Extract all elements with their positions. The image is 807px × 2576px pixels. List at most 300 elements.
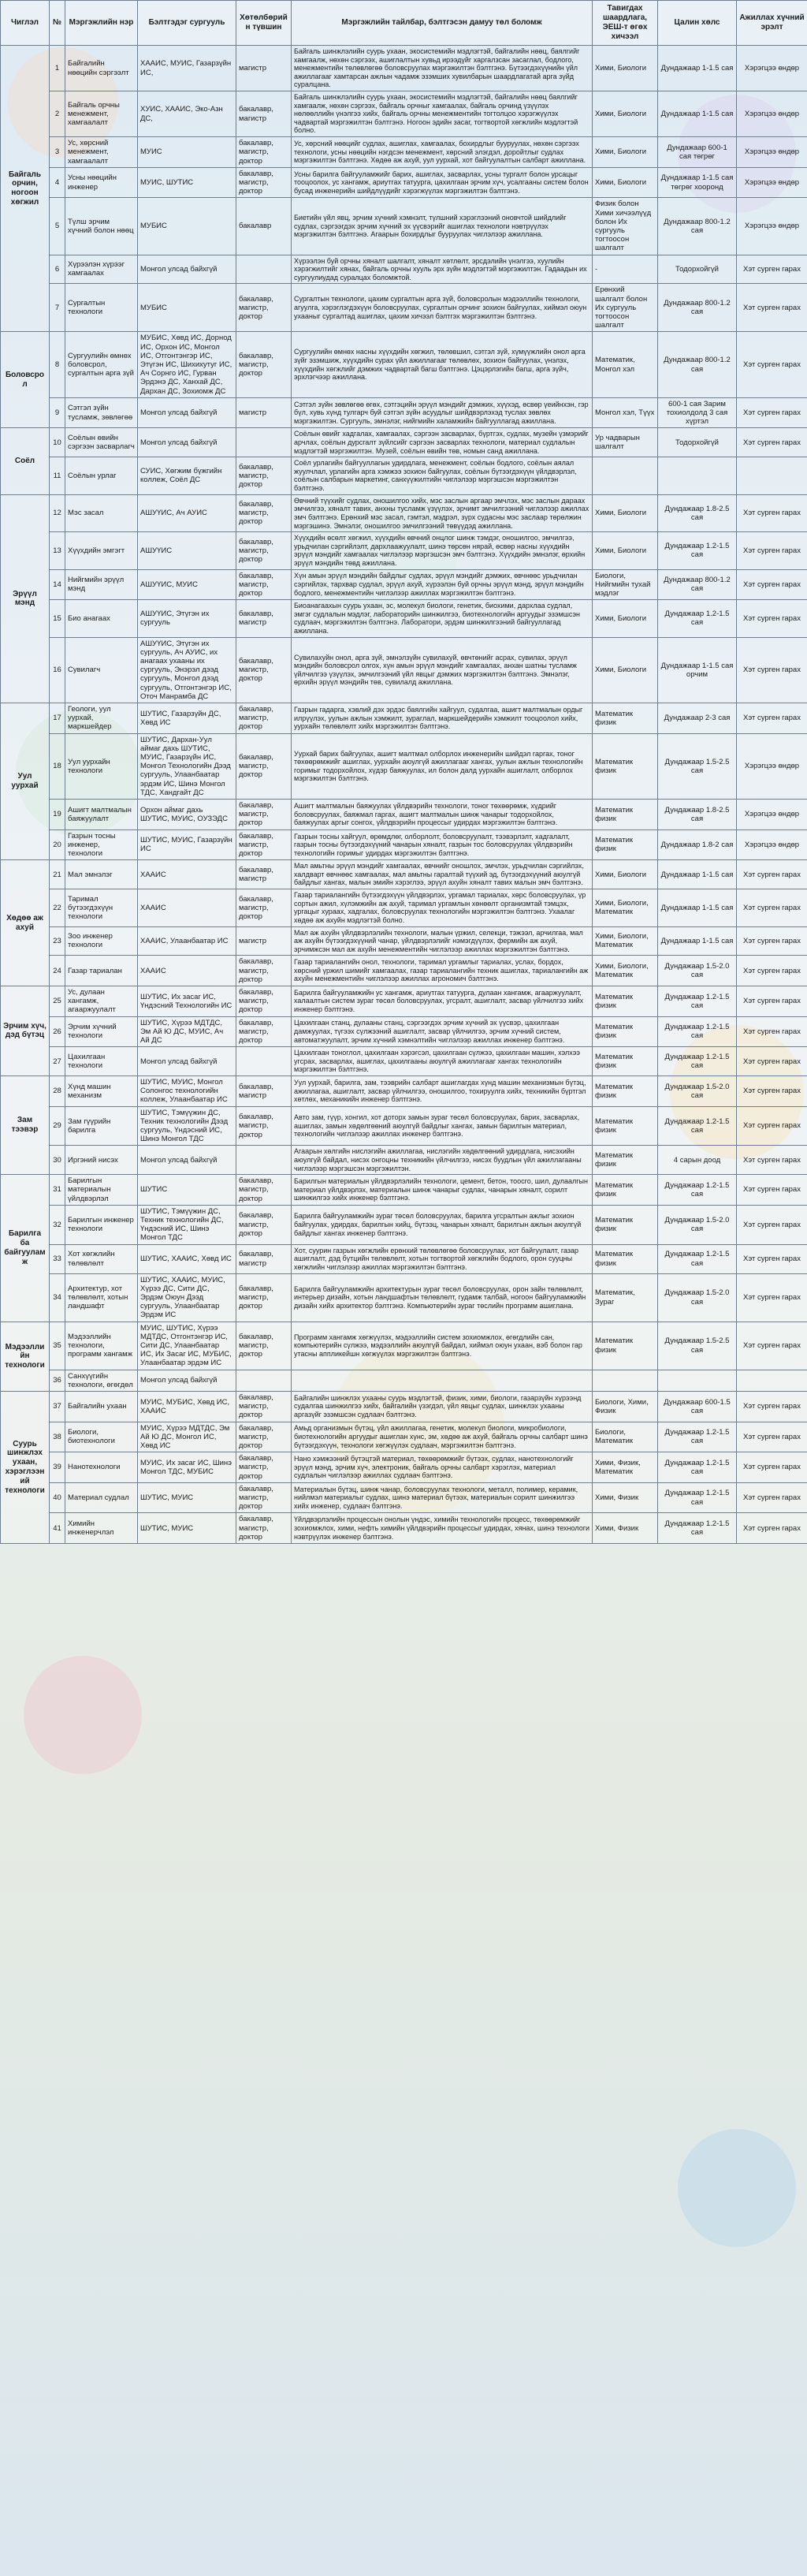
header-number: № bbox=[50, 1, 65, 46]
description-cell: Нано хэмжээний бүтэцтэй материал, төхөөрөмжийг бүтээх, судлах, нанотехнологийг эрүүл мэнд, эрчим хүч, электроник, байгаль орчны салбарт хэрэглэх, материал судлалын чиглэлээр ажиллах судлаач бэлтгэнэ. bbox=[292, 1452, 593, 1483]
description-cell: Уул уурхай, барилга, зам, тээврийн салбарт ашиглагдах хүнд машин механизмын бүтэц, ажиллагаа, ашиглалт, засвар үйлчилгээ, оношилгоо, тохируулга хийх, техникийн бүртгэл хөтлөх, механикийн инженер бэлтгэнэ. bbox=[292, 1076, 593, 1107]
requirements-cell: Математик физик bbox=[593, 829, 658, 860]
requirements-cell: Математик физик bbox=[593, 1175, 658, 1206]
table-row bbox=[1, 986, 807, 1016]
row-number: 4 bbox=[50, 167, 65, 198]
table-row bbox=[1, 494, 807, 531]
schools-cell: ШУТИС, Тэмүүжин ДС, Техник технологийн ДС, Үндэсний ИС, Шинэ Монгол ТДС bbox=[138, 1205, 236, 1244]
table-row bbox=[1, 46, 807, 91]
table-row bbox=[1, 457, 807, 494]
level-cell: бакалавр, магистр, доктор bbox=[236, 1106, 292, 1146]
schools-cell: АШУҮИС, Этүгэн их сургууль, Ач АУИС, их анагаах ухааны их сургууль, Энэрэл дээд сургууль, Монгол дээд сургууль, Отгонтэнгэр ИС, Оточ Манрамба ДС bbox=[138, 637, 236, 703]
row-number: 22 bbox=[50, 889, 65, 926]
row-number: 9 bbox=[50, 397, 65, 428]
salary-cell: Дундажаар 1.8-2.5 сая bbox=[658, 494, 737, 531]
level-cell: бакалавр, магистр, доктор bbox=[236, 1016, 292, 1047]
level-cell: бакалавр, магистр, доктор bbox=[236, 569, 292, 600]
level-cell: бакалавр, магистр, доктор bbox=[236, 1452, 292, 1483]
profession-name: Газрын тосны инженер, технологи bbox=[65, 829, 138, 860]
requirements-cell: Хими, Биологи bbox=[593, 494, 658, 531]
profession-name: Биологи, биотехнологи bbox=[65, 1422, 138, 1452]
profession-name: Ашигт малтмалын баяжуулалт bbox=[65, 800, 138, 830]
row-number: 26 bbox=[50, 1016, 65, 1047]
schools-cell: МУИС, ШУТИС bbox=[138, 167, 236, 198]
table-row bbox=[1, 255, 807, 284]
requirements-cell: Математик физик bbox=[593, 1106, 658, 1146]
description-cell: Барилга байгууламжийн архитектурын зураг төсөл боловсруулах, орон зайн төлөвлөлт, интерьер дизайн, хотын ландшафтын төлөвлөлт, гудамж талбай, ногоон байгууламжийн дизайн хийх архитектор бэлтгэнэ. Компьютерийн зураг төслийн программ ашиглана. bbox=[292, 1273, 593, 1322]
level-cell: бакалавр, магистр, доктор bbox=[236, 986, 292, 1016]
level-cell: бакалавр, магистр, доктор bbox=[236, 137, 292, 168]
profession-name: Мэс засал bbox=[65, 494, 138, 531]
description-cell: Биетийн үйл явц, эрчим хүчний хэмнэлт, түлшний хэрэглээний оновчтой шийдлийг судлах, сэргээгдэх эрчим хүчний эх үүсвэрийг ашиглах технологи нэвтрүүлэх мэргэжилтэн бэлтгэнэ. Агаарын бохирдлыг бууруулах чиглэлээр ажиллана. bbox=[292, 198, 593, 255]
description-cell: Үйлдвэрлэлийн процессын онолын үндэс, химийн технологийн процесс, төхөөрөмжийг зохиомжлох, хими, нефть химийн үйлдвэрийн процессыг удирдах, хянах, шинэ технологи нэвтрүүлэх инженер бэлтгэнэ. bbox=[292, 1513, 593, 1544]
level-cell: бакалавр, магистр, доктор bbox=[236, 733, 292, 799]
direction-cell: Барилга ба байгууламж bbox=[1, 1175, 50, 1322]
schools-cell: Орхон аймаг дахь ШУТИС, МУИС, ОУЗЭДС bbox=[138, 800, 236, 830]
salary-cell: Дундажаар 1.5-2.0 сая bbox=[658, 1273, 737, 1322]
salary-cell bbox=[658, 457, 737, 494]
level-cell: бакалавр, магистр, доктор bbox=[236, 1322, 292, 1370]
salary-cell: Дундажаар 1-1.5 сая bbox=[658, 46, 737, 91]
salary-cell: Дундажаар 1.2-1.5 сая bbox=[658, 532, 737, 569]
table-row bbox=[1, 1273, 807, 1322]
description-cell: Газрын гадарга, хэвлий дэх эрдэс баялгийн хайгуул, судалгаа, ашигт малтмалын ордыг илрүүлэх, уулын ажлын хэмжилт, зураглал, маркшейдерийн хэмжилт тооцоолол хийх, уурхайн төлөвлөлт хийх мэргэжилтэн бэлтгэнэ. bbox=[292, 703, 593, 734]
profession-name: Соёлын урлаг bbox=[65, 457, 138, 494]
direction-cell: Эрүүл мэнд bbox=[1, 494, 50, 703]
requirements-cell: Хими, Биологи bbox=[593, 532, 658, 569]
table-row bbox=[1, 1076, 807, 1107]
description-cell: Соёлын өвийг хадгалах, хамгаалах, сэргээн засварлах, бүртгэх, судлах, музейн үзмэрийг арчлах, соёлын дурсгалт зүйлсийг сэргээн засварлах технологи, материал судлалын мэдлэгтэй мэргэжилтэн. Музей, соёлын өвийн төв, номын санд ажиллана. bbox=[292, 428, 593, 457]
requirements-cell: Хими, Биологи, Математик bbox=[593, 926, 658, 956]
row-number: 19 bbox=[50, 800, 65, 830]
direction-cell: Эрчим хүч, дэд бүтэц bbox=[1, 986, 50, 1076]
schools-cell: АШУҮИС, МУИС bbox=[138, 569, 236, 600]
profession-name: Нанотехнологи bbox=[65, 1452, 138, 1483]
table-row bbox=[1, 1175, 807, 1206]
description-cell: Соёл урлагийн байгууллагын удирдлага, менежмент, соёлын бодлого, соёлын аялал жуулчлал, урлагийн арга хэмжээ зохион байгуулах, соёлын бүтээгдэхүүн үйлдвэрлэл, соёлын салбарын маркетинг, санхүүжилтийн чиглэлээр мэргэшсэн мэргэжилтэн бэлтгэнэ. bbox=[292, 457, 593, 494]
level-cell: бакалавр, магистр, доктор bbox=[236, 800, 292, 830]
salary-cell: Дундажаар 1.5-2.0 сая bbox=[658, 1076, 737, 1107]
row-number: 28 bbox=[50, 1076, 65, 1107]
table-row bbox=[1, 703, 807, 734]
header-schools: Бэлтгэдэг сургууль bbox=[138, 1, 236, 46]
profession-name: Химийн инженерчлэл bbox=[65, 1513, 138, 1544]
level-cell: бакалавр, магистр, доктор bbox=[236, 1175, 292, 1206]
level-cell bbox=[236, 428, 292, 457]
salary-cell: Дундажаар 1-1.5 сая bbox=[658, 926, 737, 956]
row-number: 17 bbox=[50, 703, 65, 734]
demand-cell: Хэт сурген гарах bbox=[737, 600, 807, 637]
level-cell: бакалавр, магистр, доктор bbox=[236, 1482, 292, 1513]
description-cell: Амьд организмын бүтэц, үйл ажиллагаа, генетик, молекул биологи, микробиологи, биотехнологийн аргуудыг ашиглан хүнс, эм, хөдөө аж ахуй, байгаль орчны салбарт шинэ бүтээгдэхүүн, технологи хөгжүүлэх судлаач, мэргэжилтэн бэлтгэнэ. bbox=[292, 1422, 593, 1452]
schools-cell: ШУТИС, ХААИС, МУИС, Хүрээ ДС, Сити ДС, Эрдэм Оюун Дээд сургууль, Улаанбаатар Эрдэм ИС bbox=[138, 1273, 236, 1322]
schools-cell: МУИС, Их засаг ИС, Шинэ Монгол ТДС, МУБИС bbox=[138, 1452, 236, 1483]
row-number: 16 bbox=[50, 637, 65, 703]
row-number: 38 bbox=[50, 1422, 65, 1452]
profession-name: Нийгмийн эрүүл мэнд bbox=[65, 569, 138, 600]
demand-cell: Хэрэгцээ өндөр bbox=[737, 46, 807, 91]
requirements-cell: Хими, Биологи, Математик bbox=[593, 889, 658, 926]
level-cell bbox=[236, 1370, 292, 1391]
level-cell: магистр bbox=[236, 46, 292, 91]
row-number: 15 bbox=[50, 600, 65, 637]
profession-name: Санхүүгийн технологи, өгөгдөл bbox=[65, 1370, 138, 1391]
requirements-cell: Математик, Зураг bbox=[593, 1273, 658, 1322]
row-number: 10 bbox=[50, 428, 65, 457]
row-number: 40 bbox=[50, 1482, 65, 1513]
level-cell: бакалавр, магистр, доктор bbox=[236, 332, 292, 397]
description-cell: Хүүхдийн өсөлт хөгжил, хүүхдийн өвчний онцлог шинж тэмдэг, оношилгоо, эмчилгээ, урьдчилан сэргийлэлт, дархлаажуулалт, шинэ төрсөн нярай, өсвөр насны хүүхдийн эрүүл мэндийг хамгаалах чиглэлээр мэргэшсэн эмч бэлтгэнэ. Хүүхдийн эмнэлэг, өрхийн эрүүл мэндийн төвд ажиллана. bbox=[292, 532, 593, 569]
salary-cell: 4 сарын доод bbox=[658, 1146, 737, 1175]
row-number: 12 bbox=[50, 494, 65, 531]
direction-cell: Суурь шинжлэх ухаан, хэрэглээний технологи bbox=[1, 1391, 50, 1543]
salary-cell: Дундажаар 1-1.5 сая bbox=[658, 860, 737, 889]
description-cell: Хүрээлэн буй орчны хяналт шалгалт, хяналт хөтлөлт, эрсдэлийн үнэлгээ, хуулийн хэрэгжилтийг хянах, байгаль орчны хууль эрх зүйн мэдлэгтэй мэргэжилтэн. Гадаадын их сургуулиудад суралцах боломжтой. bbox=[292, 255, 593, 284]
salary-cell: Дундажаар 600-1.5 сая bbox=[658, 1391, 737, 1422]
profession-name: Хүрээлэн хүрээг хамгаалах bbox=[65, 255, 138, 284]
demand-cell: Хэт сурген гарах bbox=[737, 1047, 807, 1076]
salary-cell: Дундажаар 1-1.5 сая bbox=[658, 91, 737, 137]
profession-name: Барилгын материалын үйлдвэрлэл bbox=[65, 1175, 138, 1206]
level-cell: бакалавр, магистр, доктор bbox=[236, 889, 292, 926]
description-cell bbox=[292, 1370, 593, 1391]
requirements-cell: Хими, Биологи bbox=[593, 637, 658, 703]
profession-name: Сувилагч bbox=[65, 637, 138, 703]
table-row bbox=[1, 91, 807, 137]
profession-name: Байгалийн нөөцийн сэргээлт bbox=[65, 46, 138, 91]
direction-cell: Зам тээвэр bbox=[1, 1076, 50, 1175]
demand-cell: Хэт сурген гарах bbox=[737, 703, 807, 734]
table-row bbox=[1, 1047, 807, 1076]
demand-cell: Хэт сурген гарах bbox=[737, 332, 807, 397]
table-row bbox=[1, 428, 807, 457]
salary-cell: Дундажаар 1.2-1.5 сая bbox=[658, 1422, 737, 1452]
schools-cell: ХУИС, ХААИС, Эко-Азн ДС, bbox=[138, 91, 236, 137]
row-number: 20 bbox=[50, 829, 65, 860]
salary-cell: Дундажаар 600-1 сая төгрөг bbox=[658, 137, 737, 168]
row-number: 25 bbox=[50, 986, 65, 1016]
demand-cell bbox=[737, 457, 807, 494]
requirements-cell: Хими, Биологи, Математик bbox=[593, 956, 658, 986]
table-row bbox=[1, 860, 807, 889]
table-row bbox=[1, 569, 807, 600]
salary-cell: Дундажаар 1-1.5 сая орчим bbox=[658, 637, 737, 703]
description-cell: Барилга байгууламжийн ус хангамж, ариутгах татуурга, дулаан хангамж, агааржуулалт, халаалтын систем зураг төсөл боловсруулах, угсралт, ашиглалт, засвар үйлчилгээ хийх инженер бэлтгэнэ. bbox=[292, 986, 593, 1016]
schools-cell: Монгол улсад байхгүй bbox=[138, 1047, 236, 1076]
table-row bbox=[1, 1106, 807, 1146]
description-cell: Сувилахуйн онол, арга зүй, эмнэлзүйн сувилахуй, өвчтөнийг асрах, сувилах, эрүүл мэндийн боловсрол олгох, хүн амын эрүүл мэндийг хамгаалах, анхан шатны тусламж үйлчилгээ үзүүлэх, эмчилгээний үйл явцыг дэмжих мэргэжилтэн бэлтгэнэ. Эмнэлэг, өрхийн эрүүл мэндийн төв, сувилалд ажиллана. bbox=[292, 637, 593, 703]
salary-cell: Дундажаар 800-1.2 сая bbox=[658, 332, 737, 397]
profession-name: Зоо инженер технологи bbox=[65, 926, 138, 956]
schools-cell: МУБИС bbox=[138, 198, 236, 255]
profession-name: Мэдээллийн технологи, программ хангамж bbox=[65, 1322, 138, 1370]
requirements-cell: Математик физик bbox=[593, 703, 658, 734]
header-requirements: Тавигдах шаардлага, ЭЕШ-т өгөх хичээл bbox=[593, 1, 658, 46]
demand-cell: Хэт сурген гарах bbox=[737, 1391, 807, 1422]
description-cell: Агаарын хөлгийн нислэгийн ажиллагаа, нислэгийн хөдөлгөөний удирдлага, нисэхийн аюулгүй байдал, нисэх онгоцны техникийн үйлчилгээ, нисэх буудлын үйл ажиллагааны чиглэлээр мэргэшсэн мэргэжилтэн. bbox=[292, 1146, 593, 1175]
requirements-cell: Математик физик bbox=[593, 1205, 658, 1244]
requirements-cell: Биологи, Нийгмийн тухай мэдлэг bbox=[593, 569, 658, 600]
direction-cell: Мэдээллийн технологи bbox=[1, 1322, 50, 1391]
level-cell: бакалавр, магистр bbox=[236, 91, 292, 137]
description-cell: Сэтгэл зүйн зөвлөгөө өгөх, сэтгэцийн эрүүл мэндийг дэмжих, хүүхэд, өсвөр үеийнхэн, гэр бүл, хувь хүнд тулгарч буй сэтгэл зүйн асуудлыг шийдвэрлэхэд туслах зөвлөх мэргэжилтэн. Сургууль, эмнэлэг, нийгмийн халамжийн байгууллагад ажиллана. bbox=[292, 397, 593, 428]
profession-name: Цахилгаан технологи bbox=[65, 1047, 138, 1076]
table-header-row bbox=[1, 1, 807, 46]
table-row bbox=[1, 198, 807, 255]
salary-cell: Дундажаар 1.2-1.5 сая bbox=[658, 1175, 737, 1206]
profession-name: Таримал бүтээгдэхүүн технологи bbox=[65, 889, 138, 926]
demand-cell: Хэт сурген гарах bbox=[737, 1016, 807, 1047]
row-number: 32 bbox=[50, 1205, 65, 1244]
salary-cell: Дундажаар 1.8-2 сая bbox=[658, 829, 737, 860]
level-cell bbox=[236, 255, 292, 284]
requirements-cell: Математик физик bbox=[593, 1244, 658, 1273]
demand-cell: Хэт сурген гарах bbox=[737, 1244, 807, 1273]
salary-cell: Дундажаар 1.8-2.5 сая bbox=[658, 800, 737, 830]
table-body bbox=[1, 46, 807, 1544]
table-row bbox=[1, 956, 807, 986]
demand-cell: Хэт сурген гарах bbox=[737, 397, 807, 428]
description-cell: Барилга байгууламжийн зураг төсөл боловсруулах, барилга угсралтын ажлыг зохион байгуулах, удирдах, барилгын хийц, бүтээц, чанарын хяналт, барилгын ажлын аюулгүй байдлыг хангах инженер бэлтгэнэ. bbox=[292, 1205, 593, 1244]
schools-cell: ШУТИС, МУИС bbox=[138, 1482, 236, 1513]
schools-cell: АШУҮИС, Этүгэн их сургууль bbox=[138, 600, 236, 637]
requirements-cell: Математик физик bbox=[593, 1076, 658, 1107]
description-cell: Материалын бүтэц, шинж чанар, боловсруулах технологи, металл, полимер, керамик, нийлмэл материалыг судлах, шинэ материал бүтээх, материалын сорилт шинжилгээ хийх инженер, судлаач бэлтгэнэ. bbox=[292, 1482, 593, 1513]
demand-cell: Хэт сурген гарах bbox=[737, 1273, 807, 1322]
level-cell: бакалавр, магистр, доктор bbox=[236, 637, 292, 703]
demand-cell: Хэт сурген гарах bbox=[737, 255, 807, 284]
description-cell: Хүн амын эрүүл мэндийн байдлыг судлах, эрүүл мэндийг дэмжих, өвчнөөс урьдчилан сэргийлэх, тархвар судлал, эрүүл ахуй, хүрээлэн буй орчны эрүүл мэнд, эрүүл мэндийн бодлого, менежментийн чиглэлээр ажиллах мэргэжилтэн бэлтгэнэ. bbox=[292, 569, 593, 600]
description-cell: Газар тариалангийн онол, технологи, таримал ургамлыг тариалах, услах, бордох, хөрсний үржил шимийг хамгаалах, газар тариалангийн техник ашиглах, тариалангийн аж ахуйн менежментийн чиглэлээр ажиллах агрономич бэлтгэнэ. bbox=[292, 956, 593, 986]
direction-cell: Соёл bbox=[1, 428, 50, 494]
requirements-cell: Математик физик bbox=[593, 986, 658, 1016]
level-cell: бакалавр bbox=[236, 198, 292, 255]
table-row bbox=[1, 800, 807, 830]
demand-cell bbox=[737, 1370, 807, 1391]
salary-cell: Дундажаар 2-3 сая bbox=[658, 703, 737, 734]
salary-cell: Дундажаар 1-1.5 сая bbox=[658, 889, 737, 926]
schools-cell: ШУТИС bbox=[138, 1175, 236, 1206]
row-number: 30 bbox=[50, 1146, 65, 1175]
salary-cell: 600-1 сая Зарим тохиолдолд 3 сая хүртэл bbox=[658, 397, 737, 428]
table-row bbox=[1, 137, 807, 168]
level-cell: бакалавр, магистр, доктор bbox=[236, 167, 292, 198]
description-cell: Газар тариалангийн бүтээгдэхүүн үйлдвэрлэх, ургамал тариалах, хөрс боловсруулах, үр сортын ажил, хүлэмжийн аж ахуй, таримал ургамлын хөнөөлт организмтай тэмцэх, ургацыг хураах, хадгалах, боловсруулах технологийн мэргэжилтэн бэлтгэнэ. Ухаалаг хөдөө аж ахуйн мэдлэгтэй болно. bbox=[292, 889, 593, 926]
description-cell: Уурхай барих байгуулах, ашигт малтмал олборлох инженерийн шийдэл гаргах, тоног төхөөрөмжийг ашиглах, уурхайн аюулгүй ажиллагааг хангах, уулын ажлын технологийн горимыг тодорхойлох, хүдэр баяжуулах, ил болон далд уурхайн ашиглалт, олборлох мэргэжилтэн бэлтгэнэ. bbox=[292, 733, 593, 799]
row-number: 23 bbox=[50, 926, 65, 956]
row-number: 41 bbox=[50, 1513, 65, 1544]
profession-name: Хот хөгжлийн төлөвлөлт bbox=[65, 1244, 138, 1273]
demand-cell: Хэт сурген гарах bbox=[737, 569, 807, 600]
requirements-cell: Ерөнхий шалгалт болон Их сургууль тогтоосон шалгалт bbox=[593, 284, 658, 332]
demand-cell: Хэт сурген гарах bbox=[737, 284, 807, 332]
schools-cell: Монгол улсад байхгүй bbox=[138, 397, 236, 428]
table-row bbox=[1, 1391, 807, 1422]
table-row bbox=[1, 1322, 807, 1370]
schools-cell: МУБИС bbox=[138, 284, 236, 332]
profession-name: Байгаль орчны менежмент, хамгаалалт bbox=[65, 91, 138, 137]
level-cell: бакалавр, магистр bbox=[236, 860, 292, 889]
salary-cell: Дундажаар 800-1.2 сая bbox=[658, 284, 737, 332]
requirements-cell: Биологи, Хими, Физик bbox=[593, 1391, 658, 1422]
salary-cell: Дундажаар 1.2-1.5 сая bbox=[658, 1452, 737, 1483]
demand-cell: Хэт сурген гарах bbox=[737, 926, 807, 956]
description-cell: Байгаль шинжлэлийн суурь ухаан, экосистемийн мэдлэгтэй, байгалийн нөөц, баялгийг хамгаалж, нөхөн сэргээх, ашиглалтын хувьд ирээдүйг харгалзсан засаглал, бодлого, менежментийн төлөвлөгөө боловсруулах мэргэжилтэн бэлтгэнэ. Бүтээгдэхүүнийн үйл ажиллагааг хамтарсан ажлын чадамж эзэмших хувилбарын шаардлагатай арга зүйд суралцана. bbox=[292, 46, 593, 91]
level-cell: бакалавр, магистр bbox=[236, 600, 292, 637]
header-demand: Ажиллах хүчний эрэлт bbox=[737, 1, 807, 46]
demand-cell: Хэт сурген гарах bbox=[737, 1106, 807, 1146]
profession-name: Геологи, уул уурхай, маркшейдер bbox=[65, 703, 138, 734]
schools-cell: ХААИС bbox=[138, 860, 236, 889]
level-cell: бакалавр, магистр bbox=[236, 1244, 292, 1273]
requirements-cell: Хими, Биологи bbox=[593, 46, 658, 91]
schools-cell: ШУТИС, Тэмүүжин ДС, Техник технологийн Дээд сургууль, Үндэсний ИС, Шинэ Монгол ТДС bbox=[138, 1106, 236, 1146]
salary-cell: Дундажаар 1.2-1.5 сая bbox=[658, 986, 737, 1016]
schools-cell: Монгол улсад байхгүй bbox=[138, 1146, 236, 1175]
row-number: 1 bbox=[50, 46, 65, 91]
row-number: 2 bbox=[50, 91, 65, 137]
salary-cell: Дундажаар 1.2-1.5 сая bbox=[658, 1513, 737, 1544]
salary-cell: Дундажаар 1.2-1.5 сая bbox=[658, 1106, 737, 1146]
demand-cell: Хэт сурген гарах bbox=[737, 1205, 807, 1244]
row-number: 39 bbox=[50, 1452, 65, 1483]
salary-cell: Тодорхойгүй bbox=[658, 255, 737, 284]
requirements-cell: Монгол хэл, Түүх bbox=[593, 397, 658, 428]
schools-cell: МУИС, ШУТИС, Хүрээ МДТДС, Отгонтэнгэр ИС, Сити ДС, Улаанбаатар ИС, Их Засаг ИС, МУБИС, Улаанбаатар эрдэм ИС bbox=[138, 1322, 236, 1370]
demand-cell: Хэт сурген гарах bbox=[737, 1322, 807, 1370]
salary-cell: Дундажаар 1.5-2.0 сая bbox=[658, 956, 737, 986]
description-cell: Мал амьтны эрүүл мэндийг хамгаалах, өвчнийг оношлох, эмчлэх, урьдчилан сэргийлэх, халдварт өвчнөөс хамгаалах, мал амьтны гаралтай түүхий эд, бүтээгдэхүүний аюулгүй байдлыг хангах, малын эмийн хэрэглээ, эрүүл ахуйн хяналт тавих малын эмч бэлтгэнэ. bbox=[292, 860, 593, 889]
profession-name: Усны нөөцийн инженер bbox=[65, 167, 138, 198]
profession-name: Сургалтын технологи bbox=[65, 284, 138, 332]
level-cell: бакалавр, магистр, доктор bbox=[236, 1391, 292, 1422]
row-number: 27 bbox=[50, 1047, 65, 1076]
demand-cell: Хэт сурген гарах bbox=[737, 1422, 807, 1452]
salary-cell: Дундажаар 1.2-1.5 сая bbox=[658, 600, 737, 637]
salary-cell: Тодорхойгүй bbox=[658, 428, 737, 457]
schools-cell: ХААИС bbox=[138, 956, 236, 986]
profession-name: Зам гүүрийн барилга bbox=[65, 1106, 138, 1146]
description-cell: Газрын тосны хайгуул, өрөмдлөг, олборлолт, боловсруулалт, тээвэрлэлт, хадгалалт, газрын тосны бүтээгдэхүүний чанарын хяналт, газрын тос боловсруулах үйлдвэрийн технологийн горимыг удирдах мэргэжилтэн бэлтгэнэ. bbox=[292, 829, 593, 860]
header-direction: Чиглэл bbox=[1, 1, 50, 46]
profession-name: Түлш эрчим хүчний болон нөөц bbox=[65, 198, 138, 255]
row-number: 34 bbox=[50, 1273, 65, 1322]
salary-cell: Дундажаар 1.2-1.5 сая bbox=[658, 1047, 737, 1076]
row-number: 37 bbox=[50, 1391, 65, 1422]
profession-name: Байгалийн ухаан bbox=[65, 1391, 138, 1422]
level-cell: бакалавр, магистр, доктор bbox=[236, 829, 292, 860]
row-number: 8 bbox=[50, 332, 65, 397]
schools-cell: МУИС, Хүрээ МДТДС, Эм Ай Ю ДС, Монгол ИС, Хөвд ИС bbox=[138, 1422, 236, 1452]
level-cell bbox=[236, 1146, 292, 1175]
demand-cell: Хэт сурген гарах bbox=[737, 637, 807, 703]
description-cell: Барилгын материалын үйлдвэрлэлийн технологи, цемент, бетон, тоосго, шил, дулаалгын материал үйлдвэрлэх, материалын шинж чанарыг судлах, чанарын хяналт, сорилт шинжилгээ хийх инженер бэлтгэнэ. bbox=[292, 1175, 593, 1206]
profession-name: Соёлын өвийн сэргээн засварлагч bbox=[65, 428, 138, 457]
row-number: 18 bbox=[50, 733, 65, 799]
level-cell: бакалавр, магистр, доктор bbox=[236, 1422, 292, 1452]
table-row bbox=[1, 1452, 807, 1483]
table-row bbox=[1, 889, 807, 926]
schools-cell: АШУҮИС, Ач АУИС bbox=[138, 494, 236, 531]
profession-name: Сэтгэл зүйн тусламж, зөвлөгөө bbox=[65, 397, 138, 428]
schools-cell: ШУТИС, Дархан-Уул аймаг дахь ШУТИС, МУИС, Газарзүйн ИС, Монгол Технологийн Дээд сургууль, Улаанбаатар эрдэм ИС, Шинэ Монгол ТДС, Хандгайт ДС bbox=[138, 733, 236, 799]
schools-cell: ШУТИС, Их засаг ИС, Үндэсний Технологийн ИС bbox=[138, 986, 236, 1016]
row-number: 11 bbox=[50, 457, 65, 494]
level-cell: бакалавр, магистр, доктор bbox=[236, 1273, 292, 1322]
row-number: 24 bbox=[50, 956, 65, 986]
table-row bbox=[1, 332, 807, 397]
salary-cell: Дундажаар 1.2-1.5 сая bbox=[658, 1482, 737, 1513]
row-number: 3 bbox=[50, 137, 65, 168]
schools-cell: АШУҮИС bbox=[138, 532, 236, 569]
description-cell: Усны барилга байгууламжийг барих, ашиглах, засварлах, усны тургалт болон урсацыг тооцоолох, ус хангамж, ариутгах татуурга, цахилгаан эрчим хүч, усалгааны систем болон бусад инженерийн шийдлүүдийг хэрэгжүүлэх мэргэжилтэн бэлтгэнэ. bbox=[292, 167, 593, 198]
profession-name: Эрчим хүчний технологи bbox=[65, 1016, 138, 1047]
header-level: Хөтөлбөрийн түвшин bbox=[236, 1, 292, 46]
requirements-cell: Математик физик bbox=[593, 800, 658, 830]
requirements-cell: Хими, Биологи bbox=[593, 860, 658, 889]
header-salary: Цалин хөлс bbox=[658, 1, 737, 46]
requirements-cell: Хими, Биологи bbox=[593, 91, 658, 137]
header-profession-name: Мэргэжлийн нэр bbox=[65, 1, 138, 46]
demand-cell: Хэт сурген гарах bbox=[737, 494, 807, 531]
schools-cell: СУИС, Хөгжим бүжгийн коллеж, Соёл ДС bbox=[138, 457, 236, 494]
demand-cell: Хэт сурген гарах bbox=[737, 860, 807, 889]
level-cell: бакалавр, магистр bbox=[236, 1076, 292, 1107]
table-row bbox=[1, 600, 807, 637]
schools-cell: ХААИС bbox=[138, 889, 236, 926]
table-row bbox=[1, 397, 807, 428]
demand-cell: Хэт сурген гарах bbox=[737, 889, 807, 926]
requirements-cell: Математик физик bbox=[593, 1146, 658, 1175]
demand-cell: Хэрэгцээ өндөр bbox=[737, 198, 807, 255]
level-cell: бакалавр, магистр, доктор bbox=[236, 494, 292, 531]
salary-cell: Дундажаар 1-1.5 сая төгрөг хооронд bbox=[658, 167, 737, 198]
profession-name: Хүнд машин механизм bbox=[65, 1076, 138, 1107]
description-cell: Цахилгаан станц, дулааны станц, сэргээгдэх эрчим хүчний эх үүсвэр, цахилгаан дамжуулах, түгээх сүлжээний ашиглалт, засвар үйлчилгээ, эрчим хүчний систем, автоматжуулалт, эрчим хүчний хэмнэлтийн чиглэлээр ажиллах инженер бэлтгэнэ. bbox=[292, 1016, 593, 1047]
requirements-cell: Хими, Физик, Математик bbox=[593, 1452, 658, 1483]
requirements-cell: Биологи, Математик bbox=[593, 1422, 658, 1452]
table-row bbox=[1, 1244, 807, 1273]
profession-name: Иргэний нисэх bbox=[65, 1146, 138, 1175]
demand-cell: Хэт сурген гарах bbox=[737, 986, 807, 1016]
level-cell: бакалавр, магистр, доктор bbox=[236, 532, 292, 569]
requirements-cell: Хими, Биологи bbox=[593, 600, 658, 637]
requirements-cell: Математик физик bbox=[593, 1047, 658, 1076]
salary-cell: Дундажаар 1.5-2.5 сая bbox=[658, 733, 737, 799]
demand-cell: Хэрэгцээ өндөр bbox=[737, 733, 807, 799]
direction-cell: Боловсрол bbox=[1, 332, 50, 428]
requirements-cell: Хими, Биологи bbox=[593, 137, 658, 168]
requirements-cell: - bbox=[593, 255, 658, 284]
requirements-cell: Хими, Физик bbox=[593, 1482, 658, 1513]
demand-cell: Хэт сурген гарах bbox=[737, 1513, 807, 1544]
schools-cell: ХААИС, Улаанбаатар ИС bbox=[138, 926, 236, 956]
table-row bbox=[1, 1422, 807, 1452]
schools-cell: ШУТИС, Газарзүйн ДС, Хөвд ИС bbox=[138, 703, 236, 734]
decorative-illustration bbox=[24, 1656, 142, 1774]
description-cell: Хот, суурин газрын хөгжлийн ерөнхий төлөвлөгөө боловсруулах, хот байгуулалт, газар ашиглалт, дэд бүтцийн төлөвлөлт, хотын тогтвортой хөгжлийн бодлого, орон сууцны хөгжлийн чиглэлээр ажиллах мэргэжилтэн бэлтгэнэ. bbox=[292, 1244, 593, 1273]
schools-cell: Монгол улсад байхгүй bbox=[138, 428, 236, 457]
profession-name: Сургуулийн өмнөх боловсрол, сургалтын арга зүй bbox=[65, 332, 138, 397]
description-cell: Авто зам, гүүр, хонгил, хот доторх замын зураг төсөл боловсруулах, барих, засварлах, ашиглах, замын хөдөлгөөний аюулгүй байдлыг хангах, замын барилгын материал, технологийн чиглэлээр ажиллах инженер бэлтгэнэ. bbox=[292, 1106, 593, 1146]
table-row bbox=[1, 829, 807, 860]
salary-cell: Дундажаар 1.5-2.5 сая bbox=[658, 1322, 737, 1370]
requirements-cell: Хими, Физик bbox=[593, 1513, 658, 1544]
demand-cell: Хэт сурген гарах bbox=[737, 428, 807, 457]
schools-cell: ХААИС, МУИС, Газарзүйн ИС, bbox=[138, 46, 236, 91]
row-number: 7 bbox=[50, 284, 65, 332]
header-description: Мэргэжлийн тайлбар, бэлтгэсэн дамуу төл боломж bbox=[292, 1, 593, 46]
